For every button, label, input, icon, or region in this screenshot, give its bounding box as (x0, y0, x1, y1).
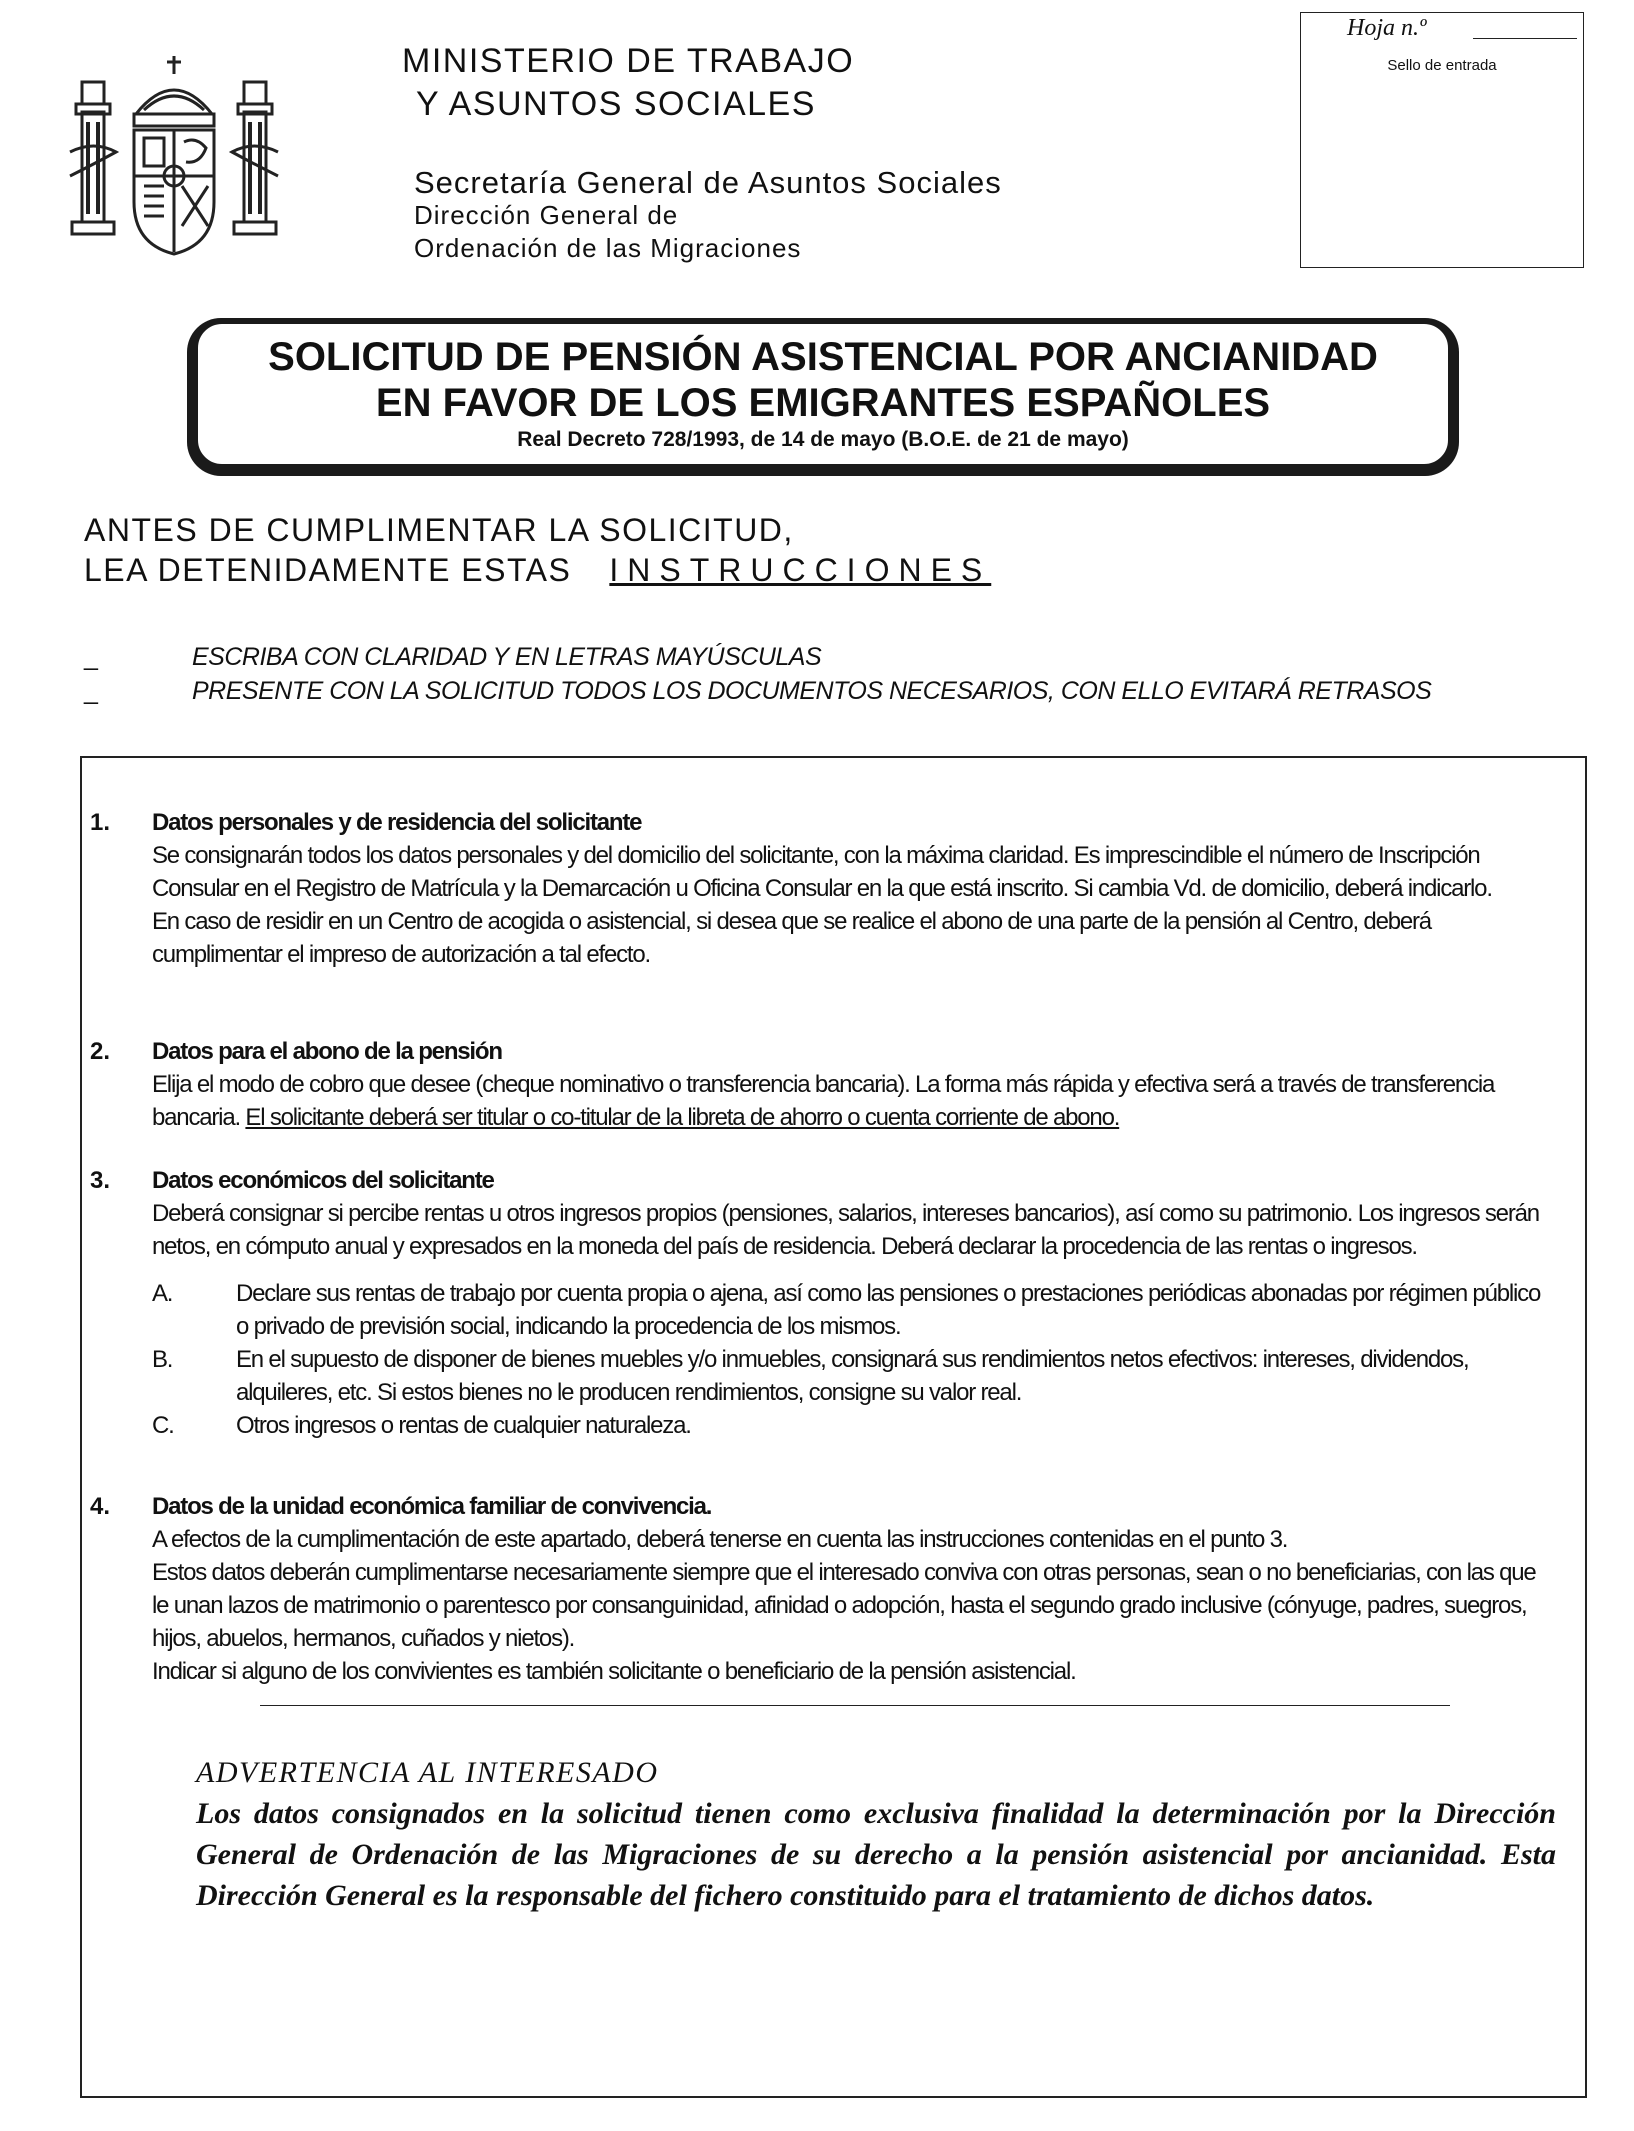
section-divider (260, 1705, 1450, 1706)
account-holder-note: El solicitante deberá ser titular o co-titular de la libreta de ahorro o cuenta corriente de abono. (245, 1104, 1120, 1131)
coat-of-arms-icon (64, 52, 284, 262)
section-title: Datos personales y de residencia del solicitante (152, 809, 642, 836)
item-letter: C. (152, 1412, 174, 1439)
direccion-line-2: Ordenación de las Migraciones (414, 233, 802, 263)
form-title-line-1: SOLICITUD DE PENSIÓN ASISTENCIAL POR ANCIANIDAD (268, 335, 1378, 379)
section-paragraph: Se consignarán todos los datos personales y del domicilio del solicitante, con la máxima claridad. Es imprescindible el número de Inscripción Consular en el Registro de Matrícula y la Demarcación u Oficina Consular en la que está inscrito. Si cambia Vd. de domicilio, deberá indicarlo. (152, 842, 1492, 902)
instructions-heading-line-1: ANTES DE CUMPLIMENTAR LA SOLICITUD, (84, 512, 794, 548)
warning-text: Los datos consignados en la solicitud tienen como exclusiva finalidad la determinación por la Dirección General de Ordenación de las Migraciones de su derecho a la pensión asistencial por ancianidad. Esta Dirección General es la responsable del fichero constituido para el tratamiento de dichos datos. (196, 1797, 1556, 1912)
section-number: 2. (90, 1038, 111, 1065)
ministry-line-1: MINISTERIO DE TRABAJO (402, 42, 855, 80)
sheet-number-line (1473, 38, 1577, 39)
section-paragraph: Estos datos deberán cumplimentarse necesariamente siempre que el interesado conviva con otras personas, sean o no beneficiarias, con las que le unan lazos de matrimonio o parentesco por consanguinidad, afinidad o adopción, hasta el segundo grado inclusive (cónyuge, padres, suegros, hijos, abuelos, hermanos, cuñados y nietos). (152, 1559, 1536, 1652)
sheet-number-label: Hoja n.º (1347, 15, 1427, 41)
entry-stamp-label: Sello de entrada (1387, 57, 1497, 74)
income-item-b (152, 1343, 1552, 1409)
instructions-heading-line-2: LEA DETENIDAMENTE ESTAS (84, 552, 572, 588)
decree-reference: Real Decreto 728/1993, de 14 de mayo (B.O.E. de 21 de mayo) (517, 428, 1129, 451)
ministry-name (402, 40, 854, 126)
section-paragraph: En caso de residir en un Centro de acogida o asistencial, si desea que se realice el abono de una parte de la pensión al Centro, deberá cumplimentar el impreso de autorización a tal efecto. (152, 908, 1431, 968)
ministry-line-2: Y ASUNTOS SOCIALES (416, 85, 816, 123)
item-text: En el supuesto de disponer de bienes muebles y/o inmuebles, consignará sus rendimientos netos efectivos: intereses, dividendos, alquileres, etc. Si estos bienes no le producen rendimientos, consigne su valor real. (236, 1346, 1469, 1406)
section-number: 4. (90, 1493, 111, 1520)
section-paragraph: Indicar si alguno de los convivientes es también solicitante o beneficiario de la pensión asistencial. (152, 1658, 1076, 1685)
coat-of-arms-emblem (64, 52, 284, 262)
section-number: 1. (90, 809, 111, 836)
bullet-text: ESCRIBA CON CLARIDAD Y EN LETRAS MAYÚSCULAS (192, 643, 822, 671)
item-text: Declare sus rentas de trabajo por cuenta propia o ajena, así como las pensiones o prestaciones periódicas abonadas por régimen público o privado de previsión social, indicando la procedencia de los mismos. (236, 1280, 1541, 1340)
income-item-a (152, 1277, 1552, 1343)
department-block (414, 166, 1002, 265)
title-panel (196, 322, 1450, 466)
income-item-c (152, 1409, 1552, 1442)
item-letter: A. (152, 1280, 173, 1307)
privacy-warning (196, 1752, 1556, 1916)
section-paragraph: Elija el modo de cobro que desee (cheque nominativo o transferencia bancaria). La forma más rápida y efectiva será a través de transferencia bancaria. (152, 1071, 1495, 1131)
direccion-line-1: Dirección General de (414, 200, 679, 230)
bullet-dash: _ (84, 643, 98, 671)
section-title: Datos económicos del solicitante (152, 1167, 494, 1194)
form-title-line-2: EN FAVOR DE LOS EMIGRANTES ESPAÑOLES (375, 381, 1271, 425)
item-text: Otros ingresos o rentas de cualquier naturaleza. (236, 1412, 691, 1439)
instructions-word: INSTRUCCIONES (609, 552, 992, 588)
section-paragraph: Deberá consignar si percibe rentas u otros ingresos propios (pensiones, salarios, intereses bancarios), así como su patrimonio. Los ingresos serán netos, en cómputo anual y expresados en la moneda del país de residencia. Deberá declarar la procedencia de las rentas o ingresos. (152, 1200, 1539, 1260)
section-paragraph: A efectos de la cumplimentación de este apartado, deberá tenerse en cuenta las instrucciones contenidas en el punto 3. (152, 1526, 1288, 1553)
section-number: 3. (90, 1167, 111, 1194)
section-title: Datos de la unidad económica familiar de convivencia. (152, 1493, 712, 1520)
instructions-heading (84, 510, 991, 590)
bullet-dash: _ (84, 677, 98, 705)
bullet-text: PRESENTE CON LA SOLICITUD TODOS LOS DOCUMENTOS NECESARIOS, CON ELLO EVITARÁ RETRASOS (192, 677, 1432, 705)
item-letter: B. (152, 1346, 173, 1373)
section-title: Datos para el abono de la pensión (152, 1038, 502, 1065)
secretaria-name: Secretaría General de Asuntos Sociales (414, 165, 1002, 200)
entry-stamp-box (1300, 12, 1584, 268)
warning-title: ADVERTENCIA AL INTERESADO (196, 1756, 659, 1789)
